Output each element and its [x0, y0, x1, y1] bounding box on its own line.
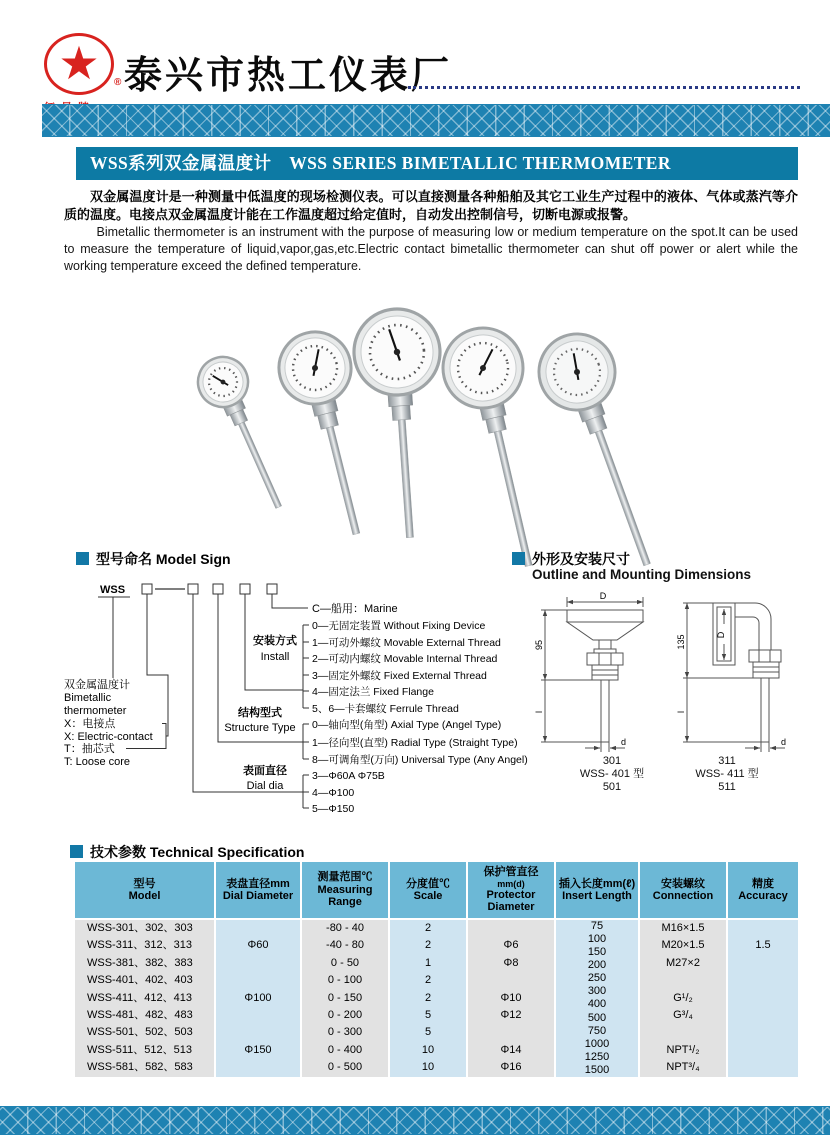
- table-cell: M20×1.5: [661, 939, 705, 952]
- table-cell: G¹/₂: [673, 991, 693, 1004]
- dim-label-95: 95: [534, 639, 544, 651]
- table-cell: -40 - 80: [326, 939, 364, 952]
- table-cell: G³/₄: [673, 1009, 693, 1021]
- table-cell: WSS-401、402、403: [87, 974, 193, 987]
- left-label: T: Loose core: [64, 756, 131, 768]
- table-cell: -80 - 40: [326, 922, 364, 934]
- table-cell: WSS-501、502、503: [87, 1026, 193, 1039]
- table-cell: 400: [587, 998, 607, 1011]
- dial-diameter-column: [216, 920, 300, 1077]
- table-cell: Φ60: [247, 939, 269, 951]
- model-sign-heading: 型号命名 Model Sign: [76, 549, 231, 569]
- table-cell: Φ10: [500, 991, 522, 1004]
- install-option: 4—固定法兰 Fixed Flange: [312, 686, 434, 698]
- col-header-measuring-range: 测量范围℃ Measuring Range: [302, 862, 388, 918]
- spec-heading: 技术参数 Technical Specification: [70, 842, 304, 862]
- marine-option: C—船用：Marine: [312, 603, 398, 615]
- dial-option: 5—Φ150: [312, 803, 355, 815]
- left-label: 双金属温度计: [64, 679, 130, 691]
- section-square-icon: [512, 552, 525, 565]
- install-option: 3—固定外螺纹 Fixed External Thread: [312, 670, 487, 682]
- table-cell: 1000: [584, 1037, 610, 1050]
- left-label: Bimetallic: [64, 692, 112, 704]
- table-cell: Φ100: [244, 992, 272, 1004]
- col-header-connection: 安装螺纹 Connection: [640, 862, 726, 918]
- measuring-range-column: [302, 920, 388, 1077]
- model-prefix: WSS: [100, 584, 126, 596]
- section-square-icon: [76, 552, 89, 565]
- dial-option: 4—Φ100: [312, 787, 355, 799]
- table-cell: 0 - 100: [327, 974, 363, 987]
- series-title-bar: WSS系列双金属温度计 WSS SERIES BIMETALLIC THERMOMETER: [76, 147, 798, 180]
- table-cell: 0 - 300: [327, 1026, 363, 1039]
- connection-column: [640, 920, 726, 1077]
- structure-option: 1—径向型(直型) Radial Type (Straight Type): [312, 737, 518, 749]
- dial-label-cn: 表面直径: [243, 765, 287, 777]
- table-cell: Φ16: [500, 1061, 522, 1074]
- intro-paragraph-cn: 双金属温度计是一种测量中低温度的现场检测仪表。可以直接测量各种船舶及其它工业生产过程中的液体、气体或蒸汽等介质的温度。电接点双金属温度计能在工作温度超过给定值时，自动发出控制信号，切断电源或报警。: [64, 189, 798, 222]
- col-header-accuracy: 精度 Accuracy: [728, 862, 798, 918]
- table-cell: 250: [587, 972, 607, 985]
- table-cell: 1: [424, 956, 432, 969]
- section-square-icon: [70, 845, 83, 858]
- table-cell: Φ6: [503, 939, 519, 952]
- table-cell: 0 - 400: [327, 1043, 363, 1056]
- table-cell: M27×2: [666, 956, 700, 969]
- table-cell: Φ150: [244, 1044, 272, 1056]
- dim-label-l: l: [676, 711, 686, 713]
- table-cell: 1250: [584, 1050, 610, 1063]
- table-cell: 500: [587, 1011, 607, 1024]
- outline-heading-en: Outline and Mounting Dimensions: [532, 567, 751, 582]
- scale-column: [390, 920, 466, 1077]
- table-cell: 2: [424, 922, 432, 934]
- spec-table-body: [75, 920, 798, 1077]
- dim-label-d: d: [621, 737, 627, 747]
- table-cell: 300: [587, 985, 607, 998]
- install-option: 2—可动内螺纹 Movable Internal Thread: [312, 653, 498, 665]
- accuracy-column: [728, 920, 798, 1077]
- table-cell: WSS-511、512、513: [87, 1043, 192, 1056]
- table-cell: WSS-481、482、483: [87, 1009, 193, 1022]
- intro-paragraph-en: Bimetallic thermometer is an instrument with the purpose of measuring low or medium temperature on the spot.It can be used to measure the temperature of liquid,vapor,gas,etc.Electric contact bimetallic thermometer can shut off power or alert while the working temperature exceed the defined temperature.: [64, 225, 798, 273]
- table-cell: WSS-311、312、313: [87, 939, 192, 952]
- right-drawing-caption: 311 WSS- 411 型 511: [695, 755, 759, 793]
- table-cell: 5: [424, 1009, 432, 1022]
- decorative-band-bottom: [0, 1106, 830, 1135]
- col-header-insert-length: 插入长度mm(ℓ) Insert Length: [556, 862, 638, 918]
- outline-heading-cn: 外形及安装尺寸: [512, 549, 630, 569]
- table-cell: 0 - 50: [330, 956, 360, 969]
- company-logo: [38, 33, 126, 115]
- dim-label-D: D: [599, 591, 607, 601]
- col-header-scale: 分度值℃ Scale: [390, 862, 466, 918]
- insert-length-column: [556, 920, 638, 1077]
- table-cell: 75: [590, 920, 604, 932]
- protector-diameter-column: [468, 920, 554, 1077]
- table-cell: WSS-301、302、303: [87, 922, 193, 934]
- thermometer-photo-3: [351, 306, 453, 540]
- install-label-cn: 安装方式: [253, 635, 297, 647]
- table-cell: 2: [424, 939, 432, 952]
- left-drawing-caption: 301 WSS- 401 型 501: [579, 755, 645, 793]
- dim-label-d: d: [781, 737, 787, 747]
- table-cell: 2: [424, 974, 432, 987]
- left-label: T：抽芯式: [64, 743, 115, 755]
- thermometer-photo-5: [528, 323, 683, 577]
- registered-mark: ®: [114, 77, 122, 88]
- table-cell: Φ8: [503, 956, 519, 969]
- structure-label-en: Structure Type: [224, 722, 296, 734]
- table-cell: 200: [587, 959, 607, 972]
- product-photo: [165, 280, 655, 538]
- spec-table: [75, 862, 798, 1077]
- table-cell: 1500: [584, 1063, 610, 1076]
- install-option: 5、6—卡套螺纹 Ferrule Thread: [312, 703, 459, 715]
- dial-option: 3—Φ60A Φ75B: [312, 770, 385, 782]
- dim-label-135: 135: [676, 634, 686, 650]
- dial-label-en: Dial dia: [246, 780, 284, 792]
- col-header-model: 型号 Model: [75, 862, 214, 918]
- company-name: 泰兴市热工仪表厂: [124, 55, 453, 97]
- structure-option: 8—可调角型(万向) Universal Type (Any Angel): [312, 754, 528, 766]
- left-label: X：电接点: [64, 718, 116, 730]
- structure-option: 0—轴向型(角型) Axial Type (Angel Type): [312, 719, 502, 731]
- left-label: X: Electric-contact: [64, 731, 153, 743]
- table-cell: WSS-381、382、383: [87, 956, 193, 969]
- table-cell: 5: [424, 1026, 432, 1039]
- decorative-band-top: [42, 104, 830, 137]
- table-cell: 0 - 500: [327, 1061, 363, 1074]
- logo-ring: [44, 33, 114, 95]
- dim-label-l: l: [534, 711, 544, 713]
- model-sign-diagram: [62, 578, 532, 840]
- table-cell: 0 - 200: [327, 1009, 363, 1022]
- table-cell: 10: [421, 1061, 435, 1074]
- structure-label-cn: 结构型式: [238, 707, 282, 719]
- table-cell: 2: [424, 991, 432, 1004]
- outline-drawings: [515, 590, 820, 758]
- table-cell: WSS-581、582、583: [87, 1061, 193, 1074]
- table-cell: M16×1.5: [661, 922, 705, 934]
- table-cell: 1.5: [755, 939, 771, 951]
- table-cell: 0 - 150: [327, 991, 363, 1004]
- table-cell: Φ12: [500, 1009, 522, 1021]
- table-cell: 750: [587, 1024, 607, 1037]
- table-cell: Φ14: [500, 1043, 522, 1056]
- table-cell: 100: [587, 933, 607, 946]
- left-label: thermometer: [64, 705, 127, 717]
- table-cell: WSS-411、412、413: [87, 991, 192, 1004]
- model-column: [75, 920, 214, 1077]
- dim-label-D: D: [716, 631, 726, 639]
- table-cell: 150: [587, 946, 607, 959]
- red-star-icon: ★: [58, 36, 100, 89]
- table-cell: 10: [421, 1043, 435, 1056]
- dotted-leader: [408, 64, 800, 89]
- spec-table-header: [75, 862, 798, 918]
- table-cell: NPT³/₄: [666, 1061, 700, 1074]
- install-option: 0—无固定装置 Without Fixing Device: [312, 620, 486, 632]
- col-header-protector-diameter: 保护管直径 mm(d) Protector Diameter: [468, 862, 554, 918]
- install-option: 1—可动外螺纹 Movable External Thread: [312, 637, 501, 649]
- col-header-dial-diameter: 表盘直径mm Dial Diameter: [216, 862, 300, 918]
- table-cell: NPT¹/₂: [666, 1043, 700, 1056]
- install-label-en: Install: [260, 651, 290, 663]
